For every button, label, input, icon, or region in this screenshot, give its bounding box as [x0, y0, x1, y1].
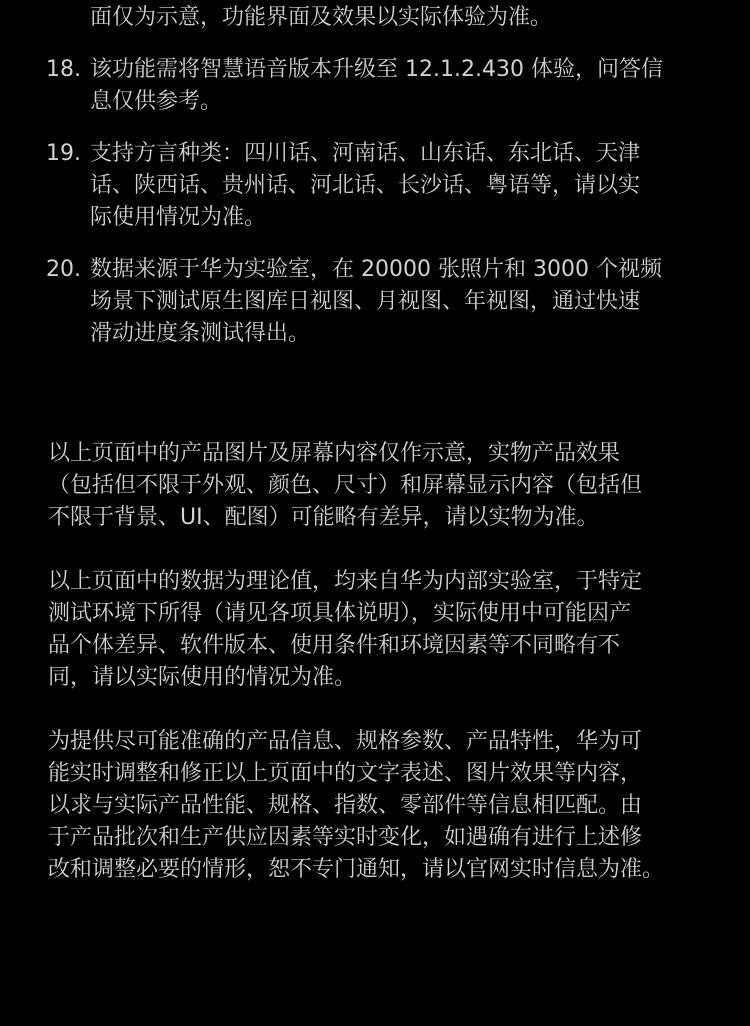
disclaimer-line: 为提供尽可能准确的产品信息、规格参数、产品特性，华为可	[48, 729, 643, 754]
disclaimer-line: 于产品批次和生产供应因素等实时变化，如遇确有进行上述修	[48, 825, 643, 850]
footnote-line: 话、陕西话、贵州话、河北话、长沙话、粤语等，请以实	[90, 173, 641, 198]
footnote-line: 该功能需将智慧语音版本升级至 12.1.2.430 体验，问答信	[90, 57, 663, 82]
footnote-line: 面仅为示意，功能界面及效果以实际体验为准。	[90, 5, 553, 30]
footnote-line: 场景下测试原生图库日视图、月视图、年视图，通过快速	[90, 289, 641, 314]
disclaimer-information-updates	[48, 726, 728, 886]
footnote-line: 数据来源于华为实验室，在 20000 张照片和 3000 个视频	[90, 257, 662, 282]
footnote-text	[90, 138, 705, 234]
footnote-number: 19.	[46, 141, 81, 166]
disclaimer-line: （包括但不限于外观、颜色、尺寸）和屏幕显示内容（包括但	[48, 473, 643, 498]
footnote-line: 滑动进度条测试得出。	[90, 321, 311, 346]
disclaimer-line: 同，请以实际使用的情况为准。	[48, 665, 357, 690]
footnote-text	[90, 254, 705, 350]
disclaimer-line: 以上页面中的产品图片及屏幕内容仅作示意，实物产品效果	[48, 441, 621, 466]
footnote-line: 息仅供参考。	[90, 89, 223, 114]
footnote-number: 18.	[46, 57, 81, 82]
disclaimer-line: 不限于背景、UI、配图）可能略有差异，请以实物为准。	[48, 505, 599, 530]
disclaimer-line: 品个体差异、软件版本、使用条件和环境因素等不同略有不	[48, 633, 621, 658]
disclaimer-line: 测试环境下所得（请见各项具体说明），实际使用中可能因产	[48, 601, 632, 626]
disclaimer-line: 以上页面中的数据为理论值，均来自华为内部实验室，于特定	[48, 569, 643, 594]
footnote-line: 支持方言种类：四川话、河南话、山东话、东北话、天津	[90, 141, 641, 166]
disclaimer-theoretical-data	[48, 566, 728, 694]
disclaimer-line: 以求与实际产品性能、规格、指数、零部件等信息相匹配。由	[48, 793, 643, 818]
disclaimer-line: 能实时调整和修正以上页面中的文字表述、图片效果等内容，	[48, 761, 643, 786]
disclaimer-product-images	[48, 438, 728, 534]
disclaimer-line: 改和调整必要的情形，恕不专门通知，请以官网实时信息为准。	[48, 857, 665, 882]
footnote-number: 20.	[46, 257, 81, 282]
footnote-text	[90, 2, 705, 34]
footnote-text	[90, 54, 705, 118]
footnote-line: 际使用情况为准。	[90, 205, 267, 230]
